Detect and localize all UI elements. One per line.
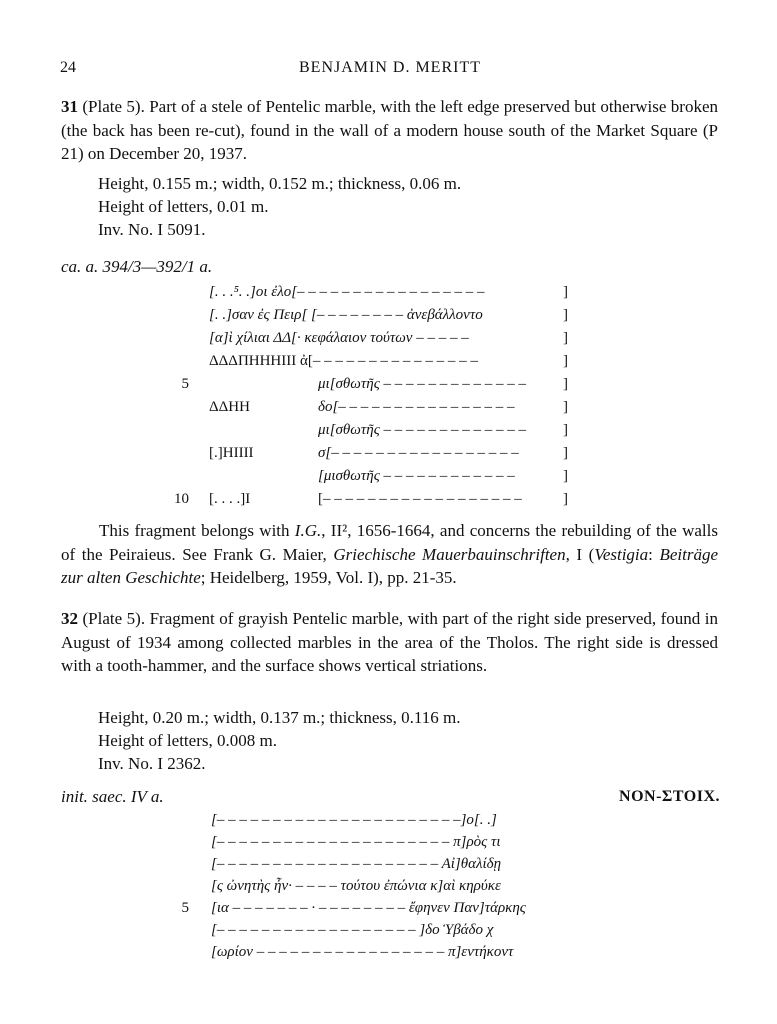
entry-31-commentary: This fragment belongs with I.G., II², 1656-1664, and concerns the rebuilding of the walls of the Peiraieus. See Frank G. Maier, Griechische Mauerbauinschriften, I (Vestigia: Beiträge zur alten Geschichte; Heidelberg, 1959, Vol. I), pp. 21-35. [61, 521, 718, 587]
dimension-line: Height of letters, 0.008 m. [98, 731, 277, 750]
book-title: Griechische Mauerbauinschriften [333, 544, 566, 564]
dimension-line: Height, 0.20 m.; width, 0.137 m.; thickness, 0.116 m. [98, 708, 461, 727]
dimension-line: Inv. No. I 5091. [98, 220, 206, 239]
dimension-line: Height, 0.155 m.; width, 0.152 m.; thickness, 0.06 m. [98, 174, 462, 193]
series-title: Vestigia [594, 544, 649, 564]
entry-32-dimensions [98, 706, 461, 775]
page-header [60, 59, 720, 81]
entry-32-date: init. saec. IV a. [61, 787, 164, 806]
dimension-line: Inv. No. I 2362. [98, 754, 206, 773]
page: 24 BENJAMIN D. MERITT 31 (Plate 5). Part of a stele of Pentelic marble, with the left edge preserved but otherwise broken (the back has been re-cut), found in the wall of a modern house south of the Market Square (P 21) on December 20, 1937. Height, 0.155 m.; width, 0.152 m.; thickness, 0.06 m. Height of letters, 0.01 m. Inv. No. I 5091. ca. a. 394/3—392/1 a. [. . .⁵. .]οι ἐλο[– – – – – – – – – – – – – – – – – ] [. .]σαν ἐς Πειρ[ [– – – – – – – – ἀνεβάλλοντο ] [α]ὶ χίλιαι ΔΔ[· κεφάλαιον τούτων – – – – – ] ΔΔΔΠΗΗΗΙΙΙ ἀ[– – – – – – – – – – – – – – – ] 5 μι[σθωτῆς – – – – – – – – – – – – – ] ΔΔΗΗ δο[– – – – – – – – – – – – – – – – ] μι[σθωτῆς – – – – – – – – – – – – – ] [.]ΗΙΙΙΙ σ[– – – – – – – – – – – – – – – – – ] [μισθωτῆς – – – – – – – – – – – – ] 10 [. . . .]Ι [– – – – – – – – – – – – – – – – – – ] This fragment belongs with I.G., II², 1656-1664, and concerns the rebuilding of the walls of the Peiraieus. See Frank G. Maier, Griechische Mauerbauinschriften, I (Vestigia: Beiträge zur alten Geschichte; Heidelberg, 1959, Vol. I), pp. 21-35. 32 (Plate 5). Fragment of grayish Pentelic marble, with part of the right side preserved, found in August of 1934 among collected marbles in the area of the Tholos. The right side is dressed with a tooth-hammer, and the surface shows vertical striations. Height, 0.20 m.; width, 0.137 m.; thickness, 0.116 m. Height of letters, 0.008 m. Inv. No. I 2362. init. saec. IV a. NON-ΣΤΟΙΧ. [– – – – – – – – – – – – – – – – – – – – – –]ο[. .] [– – – – – – – – – – – – – – – – – – – – – π]ρὸς τι [– – – – – – – – – – – – – – – – – – – – Αἰ]θαλίδῃ [ς ὠνητὴς ἦν· – – – – τούτου ἐπώνια κ]αὶ κηρύκε 5 [ια – – – – – – – · – – – – – – – – ἔφηνεν Παν]τάρκης [– – – – – – – – – – – – – – – – – – ]δο Ὑβάδο χ [ωρίον – – – – – – – – – – – – – – – – – π]εντήκοντ [60, 59, 720, 960]
entry-31-description [61, 95, 718, 166]
entry-text: (Plate 5). Fragment of grayish Pentelic marble, with part of the right side preserved, found in August of 1934 among collected marbles in the area of the Tholos. The right side is dressed with a tooth-hammer, and the surface shows vertical striations. [61, 609, 719, 675]
dimension-line: Height of letters, 0.01 m. [98, 197, 269, 216]
entry-31-date: ca. a. 394/3—392/1 a. [61, 257, 213, 276]
entry-number: 31 [61, 97, 78, 116]
entry-31-dimensions [98, 172, 461, 241]
running-head: BENJAMIN D. MERITT [299, 59, 481, 76]
stoichedon-note: NON-ΣΤΟΙΧ. [619, 788, 720, 805]
series-subtitle: Beiträge zur alten Geschichte [61, 544, 718, 587]
entry-text: (Plate 5). Part of a stele of Pentelic marble, with the left edge preserved but otherwise broken (the back has been re-cut), found in the wall of a modern house south of the Market Square (P 21) on December 20, 1937. [61, 97, 719, 163]
entry-number: 32 [61, 609, 78, 628]
page-number: 24 [60, 59, 76, 76]
entry-32-description [61, 607, 718, 678]
citation-ig: I.G. [294, 521, 322, 540]
